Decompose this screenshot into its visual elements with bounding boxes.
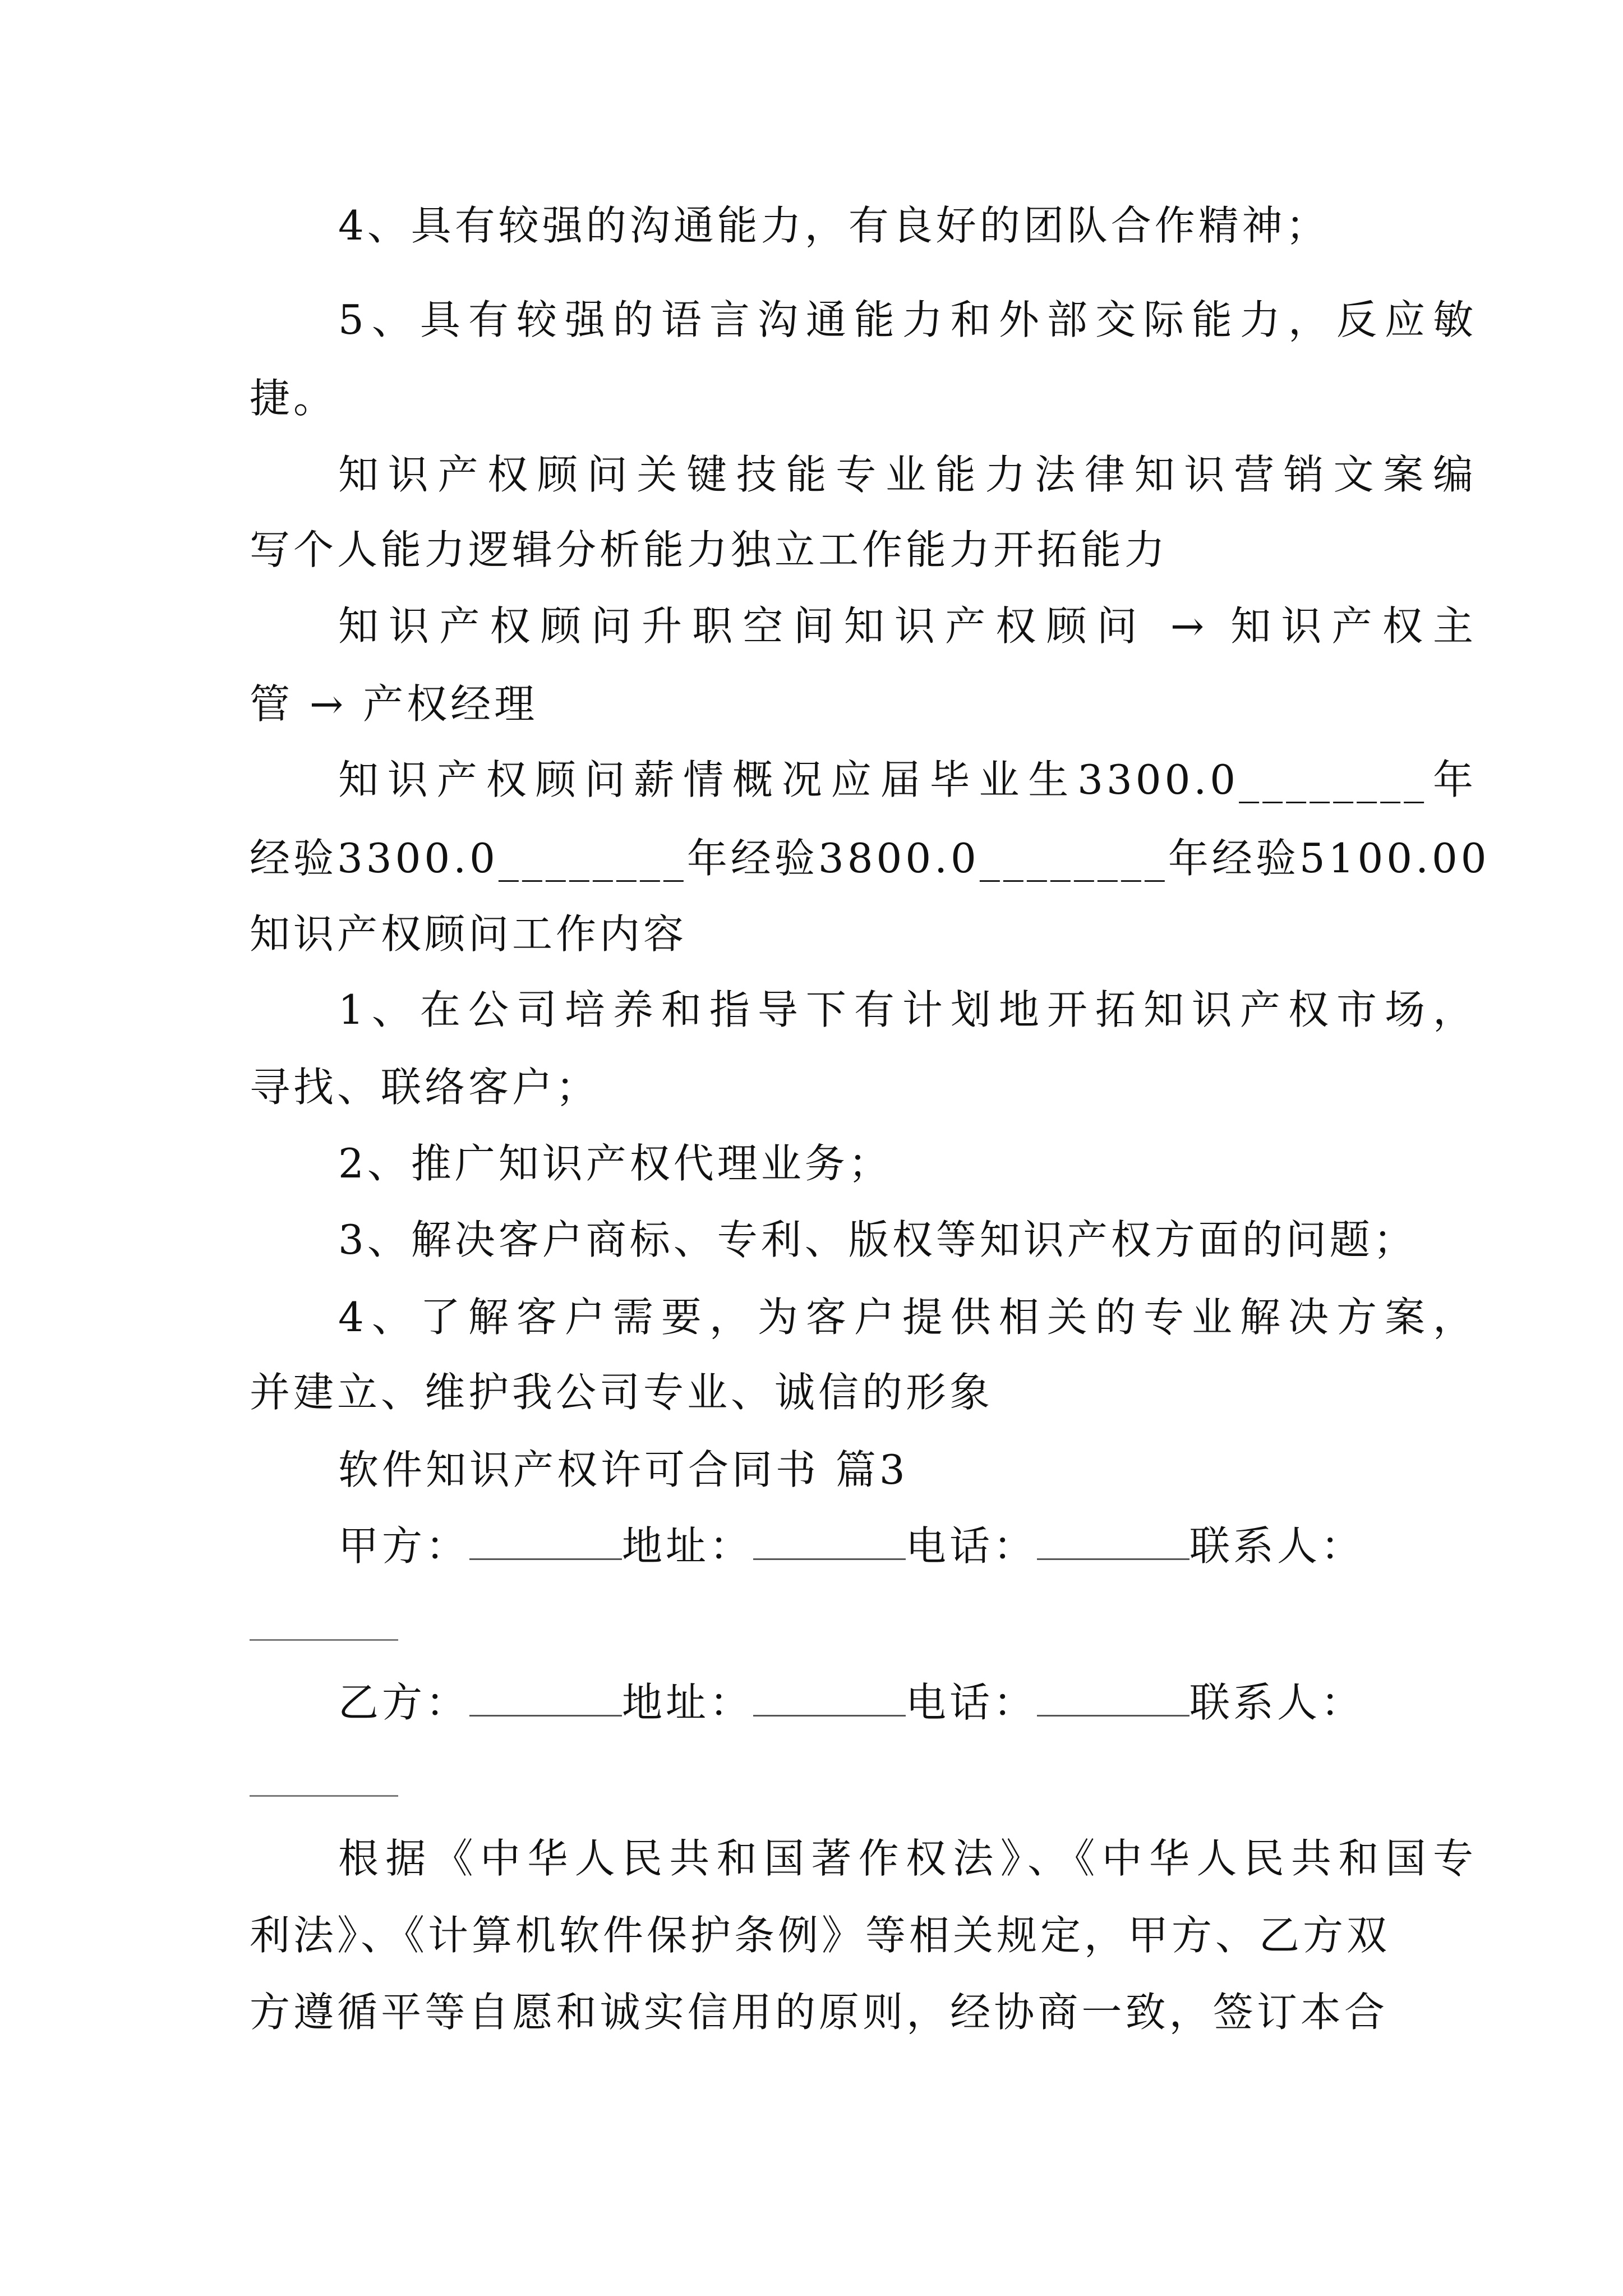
text-line: 4、了解客户需要，为客户提供相关的专业解决方案， — [338, 1294, 1477, 1341]
section-heading: 知识产权顾问工作内容 — [250, 910, 688, 958]
party-b-phone-blank[interactable] — [1037, 1682, 1189, 1717]
party-a-phone-blank[interactable] — [1037, 1526, 1189, 1560]
party-a-label: 甲方： — [338, 1522, 470, 1570]
text-line: 捷。 — [250, 375, 338, 422]
text-line: 并建立、维护我公司专业、诚信的形象 — [250, 1369, 994, 1416]
text-line: 经验3300.0________年经验3800.0________年经验5100.00 — [250, 835, 1490, 882]
text-line: 知识产权顾问关键技能专业能力法律知识营销文案编 — [338, 451, 1477, 498]
text-line: 方遵循平等自愿和诚实信用的原则，经协商一致，签订本合 — [250, 1989, 1388, 2036]
party-b-address-label: 地址： — [622, 1679, 754, 1726]
party-b-blank[interactable] — [469, 1682, 622, 1717]
party-a-phone-label: 电话： — [906, 1522, 1038, 1570]
party-b-phone-label: 电话： — [906, 1679, 1038, 1726]
party-b-address-blank[interactable] — [753, 1682, 906, 1717]
text-line: 知识产权顾问薪情概况应届毕业生3300.0________年 — [338, 756, 1477, 803]
party-b-row — [338, 1674, 1477, 1731]
party-a-contact-blank[interactable] — [250, 1639, 398, 1641]
text-line: 2、推广知识产权代理业务； — [338, 1140, 892, 1187]
party-a-contact-label: 联系人： — [1189, 1522, 1365, 1570]
text-line: 管 → 产权经理 — [250, 680, 538, 728]
text-line: 知识产权顾问升职空间知识产权顾问 → 知识产权主 — [338, 602, 1477, 650]
party-b-label: 乙方： — [338, 1679, 470, 1726]
text-line: 寻找、联络客户； — [250, 1064, 600, 1111]
party-a-address-blank[interactable] — [753, 1526, 906, 1560]
text-line: 3、解决客户商标、专利、版权等知识产权方面的问题； — [338, 1216, 1417, 1263]
party-b-contact-blank[interactable] — [250, 1795, 398, 1797]
party-b-contact-label: 联系人： — [1189, 1679, 1365, 1726]
text-line: 4、具有较强的沟通能力，有良好的团队合作精神； — [338, 202, 1330, 249]
contract-title: 软件知识产权许可合同书 篇3 — [338, 1446, 909, 1493]
text-line: 利法》、《计算机软件保护条例》等相关规定，甲方、乙方双 — [250, 1912, 1391, 1959]
text-line: 1、在公司培养和指导下有计划地开拓知识产权市场， — [338, 986, 1477, 1033]
text-line: 根据《中华人民共和国著作权法》、《中华人民共和国专 — [338, 1835, 1477, 1882]
party-a-blank[interactable] — [469, 1526, 622, 1560]
text-line: 写个人能力逻辑分析能力独立工作能力开拓能力 — [250, 526, 1169, 573]
party-a-row — [338, 1518, 1477, 1574]
text-line: 5、具有较强的语言沟通能力和外部交际能力，反应敏 — [338, 296, 1477, 343]
party-a-address-label: 地址： — [622, 1522, 754, 1570]
